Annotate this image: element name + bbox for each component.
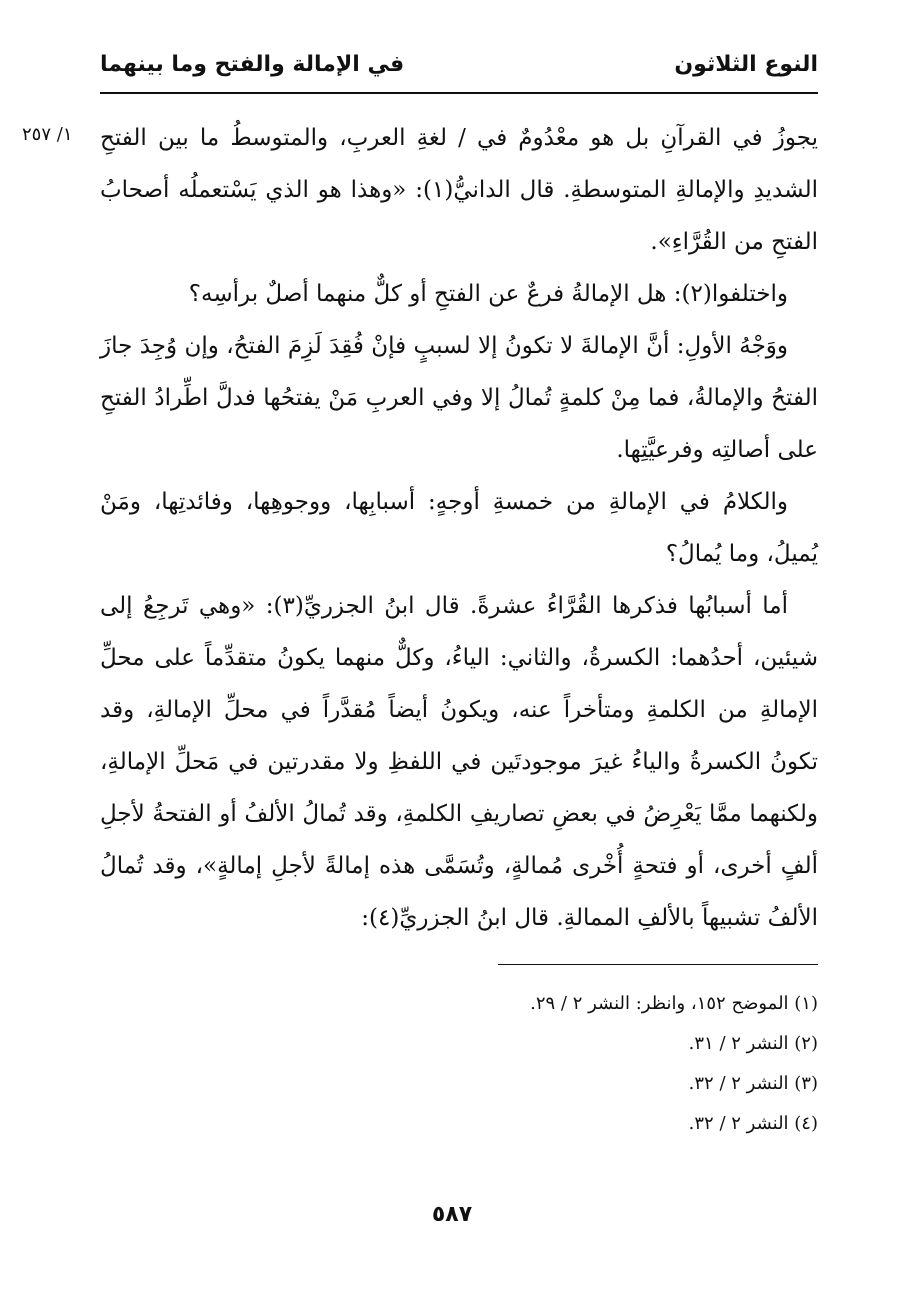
footnote-2: (٢) النشر ٢ / ٣١. (688, 1033, 818, 1054)
chapter-title: النوع الثلاثون (674, 52, 818, 77)
paragraph-4: والكلامُ في الإمالةِ من خمسةِ أوجهٍ: أسبابِها، ووجوهِها، وفائدتِها، ومَنْ يُميلُ، وما يُمالُ؟ (100, 489, 818, 567)
page-number: ٥٨٧ (431, 1202, 473, 1227)
footnote-3: (٣) النشر ٢ / ٣٢. (688, 1073, 818, 1094)
footnote-4: (٤) النشر ٢ / ٣٢. (688, 1113, 818, 1134)
footnote-divider (498, 964, 818, 965)
running-header (100, 48, 818, 88)
section-title: في الإمالة والفتح وما بينهما (100, 52, 405, 77)
margin-reference: ١/ ٢٥٧ (22, 124, 73, 145)
main-text (100, 112, 818, 944)
paragraph-1: يجوزُ في القرآنِ بل هو معْدُومٌ في / لغةِ العربِ، والمتوسطُ ما بين الفتحِ الشديدِ والإمالةِ المتوسطةِ. قال الدانيُّ(١): «وهذا هو الذي يَسْتعملُه أصحابُ الفتحِ من القُرَّاءِ». (100, 125, 819, 255)
footnotes (100, 984, 818, 1144)
paragraph-5: أما أسبابُها فذكرها القُرَّاءُ عشرةً. قال ابنُ الجزريِّ(٣): «وهي تَرجِعُ إلى شيئين، أحدُهما: الكسرةُ، والثاني: الياءُ، وكلٌّ منهما يكونُ متقدِّماً على محلِّ الإمالةِ من الكلمةِ ومتأخراً عنه، ويكونُ أيضاً مُقدَّراً في محلِّ الإمالةِ، وقد تكونُ الكسرةُ والياءُ غيرَ موجودتَين في اللفظِ ولا مقدرتين في مَحلِّ الإمالةِ، ولكنهما ممَّا يَعْرِضُ في بعضِ تصاريفِ الكلمةِ، وقد تُمالُ الألفُ أو الفتحةُ لأجلِ ألفٍ أخرى، أو فتحةٍ أُخْرى مُمالةٍ، وتُسَمَّى هذه إمالةً لأجلِ إمالةٍ»، وقد تُمالُ الألفُ تشبيهاً بالألفِ الممالةِ. قال ابنُ الجزريِّ(٤): (100, 593, 818, 931)
paragraph-2: واختلفوا(٢): هل الإمالةُ فرعٌ عن الفتحِ أو كلٌّ منهما أصلٌ برأسِه؟ (188, 281, 788, 307)
paragraph-3: ووَجْهُ الأولِ: أنَّ الإمالةَ لا تكونُ إلا لسببٍ فإنْ فُقِدَ لَزِمَ الفتحُ، وإن وُجِدَ جازَ الفتحُ والإمالةُ، فما مِنْ كلمةٍ تُمالُ إلا وفي العربِ مَنْ يفتحُها فدلَّ اطِّرادُ الفتحِ على أصالتِه وفرعيَّتِها. (100, 333, 819, 463)
footnote-1: (١) الموضح ١٥٢، وانظر: النشر ٢ / ٢٩. (530, 993, 818, 1014)
header-divider (100, 92, 818, 94)
